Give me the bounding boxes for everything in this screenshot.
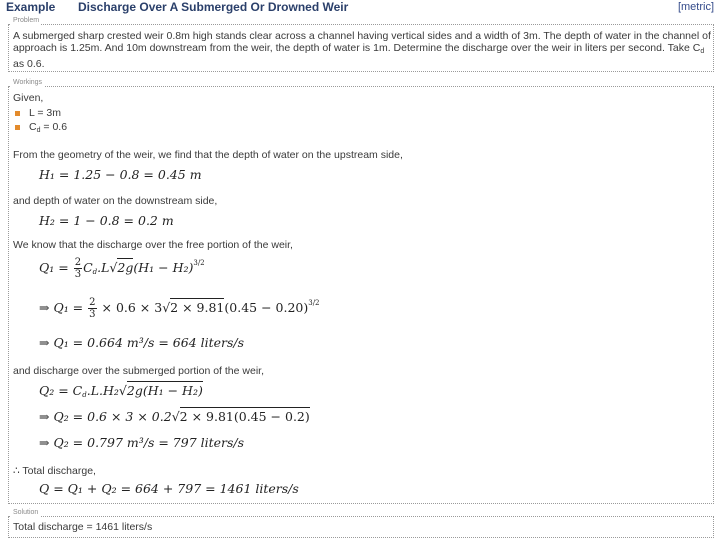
problem-label: Problem — [13, 17, 40, 24]
eq-q1b-tail: (0.45 − 0.20) — [224, 300, 309, 315]
given-value: C — [29, 121, 37, 133]
eq-q2-lhs: Q₂ = C — [39, 383, 83, 398]
eq-q1b-body: × 0.6 × 3 — [101, 300, 163, 315]
given-sub: d — [36, 127, 41, 134]
eq-q1-root: 2g — [117, 260, 134, 275]
eq-q1b-root: 2 × 9.81 — [170, 300, 225, 315]
given-value: L = 3m — [29, 107, 62, 119]
solution-text: Total discharge = 1461 liters/s — [13, 521, 153, 533]
eq-q2-sub: d — [82, 391, 87, 399]
frac-den: 3 — [74, 269, 82, 280]
equation-q1-result: ⇒ Q₁ = 0.664 m³/s = 664 liters/s — [39, 335, 245, 350]
text-free-portion: We know that the discharge over the free portion of the weir, — [13, 239, 293, 251]
eq-q2-mid: .L.H₂ — [86, 383, 119, 398]
equation-q1 — [39, 257, 205, 280]
eq-q2b-root: 2 × 9.81(0.45 − 0.2) — [179, 409, 310, 424]
units-link[interactable]: [metric] — [677, 1, 714, 13]
text-total: ∴ Total discharge, — [13, 465, 96, 477]
equation-h2: H₂ = 1 − 0.8 = 0.2 m — [39, 213, 174, 228]
title-prefix: Example — [6, 0, 56, 14]
given-list — [13, 107, 67, 135]
eq-q1-tail: (H₁ − H₂) — [133, 260, 194, 275]
frac-num: 2 — [74, 257, 82, 268]
page-title: Discharge Over A Submerged Or Drowned Weir — [78, 0, 349, 14]
problem-text-end: as 0.6. — [13, 58, 45, 70]
eq-q2-root: 2g(H₁ − H₂) — [126, 383, 203, 398]
equation-h1: H₁ = 1.25 − 0.8 = 0.45 m — [39, 167, 202, 182]
eq-q1-exp: 3/2 — [193, 259, 205, 267]
given-heading: Given, — [13, 92, 44, 104]
sqrt-icon: √ — [162, 300, 171, 315]
fraction — [88, 297, 96, 320]
problem-section — [8, 17, 714, 72]
sqrt-icon: √ — [109, 260, 118, 275]
fraction — [74, 257, 82, 280]
eq-q1-sub: d — [92, 268, 98, 276]
sqrt-icon: √ — [171, 409, 180, 424]
workings-label: Workings — [13, 79, 43, 86]
workings-section — [8, 79, 714, 504]
bullet-icon — [15, 111, 20, 116]
list-item — [13, 107, 67, 121]
text-downstream: and depth of water on the downstream side, — [13, 195, 218, 207]
list-item — [13, 121, 67, 135]
given-value-tail: = 0.6 — [40, 121, 68, 133]
problem-text-sub: d — [700, 48, 705, 55]
eq-q1-lhs: Q₁ = — [39, 260, 69, 275]
problem-text-main: A submerged sharp crested weir 0.8m high stands clear across a channel having vertical sides and a width of 3m. The depth of water in the channel of approach is 1.25m. And 10m downstream from the weir, the depth of water is 1m. Determine the discharge over the weir in liters per second. Take C — [13, 30, 711, 54]
equation-q2-result: ⇒ Q₂ = 0.797 m³/s = 797 liters/s — [39, 435, 245, 450]
equation-q2-substituted — [39, 409, 310, 424]
equation-total: Q = Q₁ + Q₂ = 664 + 797 = 1461 liters/s — [39, 481, 299, 496]
problem-text — [13, 30, 711, 70]
eq-q1b-lhs: ⇒ Q₁ = — [39, 300, 84, 315]
frac-num: 2 — [89, 297, 96, 308]
eq-q1b-exp: 3/2 — [308, 299, 320, 307]
frac-den: 3 — [89, 309, 96, 320]
eq-q1-mid: .L — [97, 260, 110, 275]
solution-section — [8, 509, 714, 538]
eq-q2b-lhs: ⇒ Q₂ = 0.6 × 3 × 0.2 — [39, 409, 172, 424]
title-bar — [6, 0, 718, 16]
equation-q1-substituted — [39, 297, 320, 320]
bullet-icon — [15, 125, 20, 130]
text-submerged-portion: and discharge over the submerged portion of the weir, — [13, 365, 264, 377]
text-upstream: From the geometry of the weir, we find that the depth of water on the upstream side, — [13, 149, 403, 161]
eq-q1-body: C — [83, 260, 93, 275]
equation-q2 — [39, 383, 203, 399]
sqrt-icon: √ — [118, 383, 127, 398]
solution-label: Solution — [13, 509, 39, 516]
